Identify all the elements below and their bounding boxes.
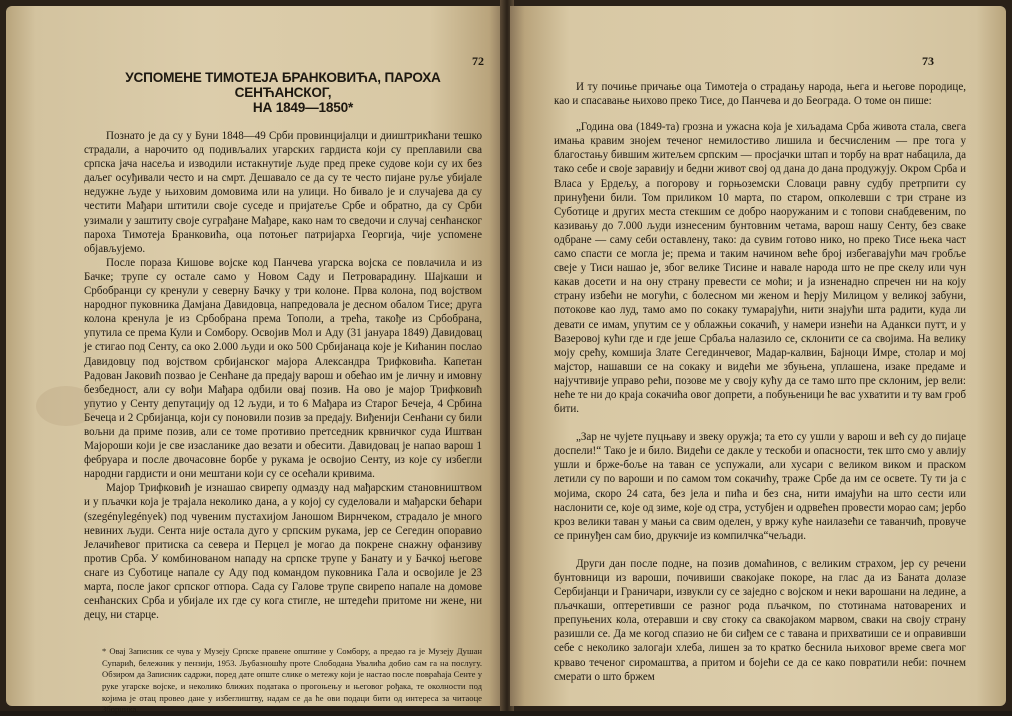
paragraph: „Година ова (1849-та) грозна и ужасна која је хиљадама Срба живота стала, свега имања кравим знојем теченог немилостиво лишила и бесчисленим — пре тога у благостању бившим житељем српским — просјачки штап и торбу на врат набацила, да тако себе и своје заравију и бедни живот свој од дана до дана продужују. Окром Срба и Власа у Ердељу, а погорову и горњоземски Словаци равну судбу претрпити су принуђени били. Том приликом 10 марта, по старом, опколевши с три стране из Суботице и других места стекшим се добро наоружаним и с топови снабдевеним, по казивању до 7.000 људи изнесеним бунтовним четама, варош нашу Сенту, без сваке одбране — саму себи оставлену, тако: да сувим готово нико, но преко Тисе њека част само спасти се могла је; према и таким начином веће број избегавајући мач гробље свеје у Тиси нашао је, због велике Тисине и навале народа што не пре скелу или чун какав досети и на ону страну превести се моћи; и ја изненадно спречен ни на коју страну избећи не могући, с болесном ми женом и ћерју Милицом у великој забуни, потокове као луд, тамо амо по сокаку тумарајући, нити знајући шта радити, куда ли девати се имам, упутим се у облажњи сокачић, у намери изнећи на Аданкси путт, и у Вазеровој кући где и где јеше Србаља налазило се, склонити се са својима. На велику моју срећу, комшија Злате Сегединчевог, Мадар-калвин, Бајноци Имре, столар и мој мајстор, нашавши се на сокаку и видећи ме збуњена, уплашена, изаке предаме и најучтивије управо рећи, позове ме у своју кућу да се тамо што пре склоним, јер вели: неће те ни до краја сокачића овог допрети, а побуњеници ће вас ухватити и ту вам гроб бити. [554, 121, 966, 416]
paragraph: И ту почиње причање оца Тимотеја о страдању народа, њега и његове породице, као и спасавање њихово преко Тисе, до Панчева и до Београда. О томе он пише: [554, 81, 966, 108]
body-text [84, 129, 482, 622]
title-line-1: УСПОМЕНЕ ТИМОТЕЈА БРАНКОВИЋА, ПАРОХА СЕНЋАНСКОГ, [125, 70, 441, 100]
paragraph: Други дан после подне, на позив домаћинов, с великим страхом, јер су речени бунтовници из вароши, почивиши свакојаке покоре, на глас да из Баната долазе Сербијанци и Граничари, извукли су се заједно с војском и неки варошани на ледине, а пљачкаши, оптеретивши се разног рода пљачком, по стотинама натоварених и препуњених кола, отеравши и сву стоку са свакојаком марвом, сваки на своју страну разишли се. Да ме когод спазио не би сиђем се с тавана и прихватиши се и оправивши себе с неколико залогаји хлеба, лишен за то кратко беснила њиховог време свега мог крваво теченог сиромаштва, а притом и бојећи се да се како повратили неби: почнем смерати о што бржем [554, 557, 966, 683]
paragraph: „Зар не чујете пуцњаву и звеку оружја; та ето су ушли у варош и већ су до пијаце доспели!“ Тако је и било. Видећи се дакле у тескоби и опасности, тек што смо у авлију ушли и брже-боље на таван се успужали, али хусари с великом виком и праском летили су по вароши и по самом том сокачићу, траже Србе да им се освете. Ту ти ја с мојима, скоро 24 сата, без јела и пића и без сна, нити имајући на што сести или наслонити се, које од зиме, које од стра, устубјен и одрвећен провести морао сам; јербо кроз велики таван у мањи са свим оделен, у вржу куће наилазећи се таванчић, провуче се принуђен сам био, друкчије из компилчка“чељади. [554, 431, 966, 542]
article-title [84, 70, 482, 115]
left-page [6, 6, 504, 715]
paragraph: После пораза Кишове војске код Панчева угарска војска се повлачила и из Бачке; трупе су остале само у Новом Саду и Петроварадину. Шајкаши и Србобранци су кренули у северну Бачку у три колоне. Прва колона, под војством народног пуковника Дамјана Давидовца, напредовала је десном обалом Тисе; друга колона кренула је из Србобрана према Тополи, а трећа, такође из Србобрана, упутила се према Кули и Сомбору. Освојив Мол и Аду (31 јануара 1849) Давидовац је стигао под Сенту, са око 2.000 људи и око 500 Србијанаца које је Кићанин послао Давидовцу под војством србијанског мајора Александра Трифковића. Капетан Радован Јаковић позвао је Сенћане да предају варош и обећао им је личну и имовну безбедност, али су вођи Мађара одбили овај позив. На ово је мајор Трифковић упутио у Сенту депутацију од 12 људи, и то 6 Мађара из Старог Бечеја, 4 Србина Бечеца и 2 Србијанца, који су поновили позив за предају. Виђенији Сенћани су били вољни да приме позив, али се томе противио претседник крвничког суда Иштван Мајороши који је све изасланике дао везати и обесити. Давидовац је напао варош 1 фебруара и после двочасовне борбе у рукама је освојио Сенту, из које су избегли народни гардисти и они мештани који су се осећали кривима. [84, 256, 482, 481]
title-line-2: НА 1849—1850* [252, 100, 354, 115]
page-number: 73 [922, 54, 934, 68]
body-text [554, 80, 966, 684]
footnote: * Овај Записник се чува у Музеју Српске правене општине у Сомбору, а предао га је Музеју Душан Супарић, бележник у пензији, 1953. Љубазношћу проте Слободана Увалића добио сам га на послугу. Обзиром да Записник садржи, поред дате опште слике о метежу који је настао после повраћаја Сенте у руке угарске војске, и неколико ближих података о прогоњењу и његовог рођака, те околности под којима је отац провео дане у избеглиштву, надам се да ће ови подаци бити од интереса за читаоце Зборника. [102, 646, 482, 715]
page-number: 72 [472, 54, 484, 68]
paragraph: Мајор Трифковић је изнашао свирепу одмазду над мађарским становништвом и у пљачки која је трајала неколико дана, а у којој су суделовали и мађарски бећари (szegénylegények) под чувеним пустахијом Јаношом Вирнчеком, страдало је много невиних људи. Сента није остала дуго у српским рукама, јер се Сегедин опоравио Јелачићевог притиска са севера и Перцел је могао да покрене снажну офанзиву против Срба. У комбинованом нападу на српске трупе у Банату и у Бачкој његове снаге из Суботице напале су Аду под командом пуковника Гала и освојиле је 23 марта, после јаког српског отпора. Сада су Галове трупе свирепо напале на домове сенћанских Срба и убијале их где су кога стигле, не штедећи притоме ни жене, ни децу, ни старце. [84, 482, 482, 622]
right-page [510, 6, 1006, 706]
paragraph: Познато је да су у Буни 1848—49 Срби провинцијалци и дииштрикћани тешко страдали, а нарочито од подивљалих угарских гардиста који су преплавили сва српска јача насеља и изводили истакнутије људе пред преке судове који су их без даљег осуђивали често и на смрт. Дешавало се да су те често пијане руље убијале недужне људе у њиховим домовима или на улици. Но бивало је и случајева да су честити Мађари штитили своје суседе и пријатеље Србе и обратно, да су Срби узимали у заштиту своје суграђане Мађаре, како нам то сведочи и случај сенћанског пароха Тимотеја Бранковића, оца потоњег патријарха Георгија, чије успомене објављујемо. [84, 130, 482, 255]
